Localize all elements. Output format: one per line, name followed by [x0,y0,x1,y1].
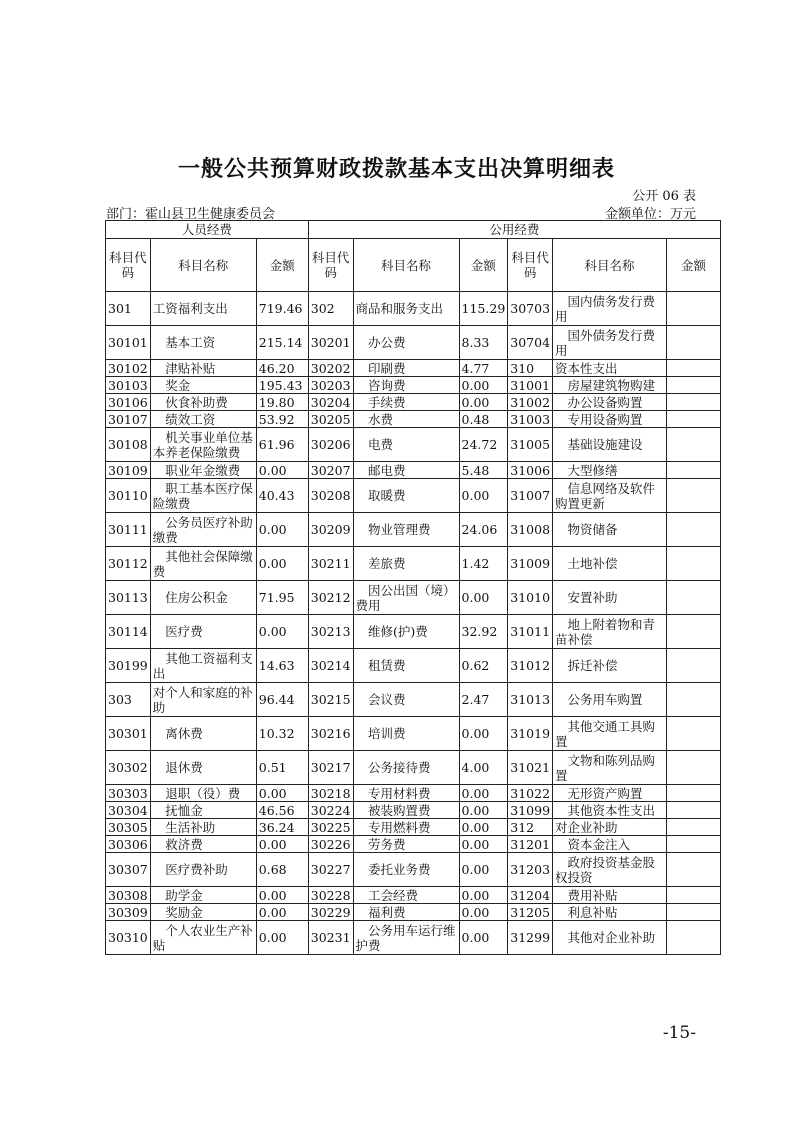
amount-unit-label: 金额单位：万元 [604,207,696,222]
amount: 0.00 [459,836,508,853]
amount: 0.00 [256,615,308,649]
subject-name: 基础设施建设 [553,428,667,462]
subject-name: 国内债务发行费用 [553,292,667,326]
subject-code: 30215 [308,683,353,717]
subject-code: 30217 [308,751,353,785]
subject-code: 302 [308,292,353,326]
expenditure-table [105,220,721,955]
table-row [106,615,721,649]
amount: 8.33 [459,326,508,360]
subject-name: 对企业补助 [553,819,667,836]
col-header-code: 科目代码 [508,239,553,292]
subject-code: 30199 [106,649,151,683]
subject-name: 绩效工资 [150,411,256,428]
subject-name: 公务用车运行维护费 [353,921,459,955]
subject-name: 职工基本医疗保险缴费 [150,479,256,513]
amount: 96.44 [256,683,308,717]
subject-code: 30103 [106,377,151,394]
amount: 4.77 [459,360,508,377]
subject-code: 30113 [106,581,151,615]
subject-name: 其他资本性支出 [553,802,667,819]
amount: 53.92 [256,411,308,428]
subject-code: 31008 [508,513,553,547]
subject-name: 被装购置费 [353,802,459,819]
subject-name: 公务员医疗补助缴费 [150,513,256,547]
subject-name: 资本金注入 [553,836,667,853]
subject-name: 伙食补助费 [150,394,256,411]
subject-code: 310 [508,360,553,377]
col-header-name: 科目名称 [353,239,459,292]
subject-name: 住房公积金 [150,581,256,615]
subject-name: 咨询费 [353,377,459,394]
amount: 4.00 [459,751,508,785]
subject-name: 离休费 [150,717,256,751]
amount [667,802,721,819]
table-row [106,411,721,428]
amount: 14.63 [256,649,308,683]
amount [667,428,721,462]
amount: 0.00 [256,462,308,479]
subject-name: 公务用车购置 [553,683,667,717]
subject-code: 30302 [106,751,151,785]
subject-name: 取暖费 [353,479,459,513]
subject-code: 30106 [106,394,151,411]
amount: 0.00 [459,802,508,819]
subject-code: 30703 [508,292,553,326]
amount [667,615,721,649]
col-header-name: 科目名称 [553,239,667,292]
subject-code: 31299 [508,921,553,955]
amount: 0.00 [459,887,508,904]
subject-name: 房屋建筑物购建 [553,377,667,394]
table-row [106,292,721,326]
amount: 0.00 [459,921,508,955]
amount: 0.00 [256,904,308,921]
amount: 115.29 [459,292,508,326]
page-number: -15- [662,1023,696,1043]
subject-name: 费用补贴 [553,887,667,904]
subject-code: 30216 [308,717,353,751]
subject-code: 30229 [308,904,353,921]
subject-name: 医疗费补助 [150,853,256,887]
subject-name: 其他交通工具购置 [553,717,667,751]
amount: 71.95 [256,581,308,615]
subject-code: 30114 [106,615,151,649]
table-row [106,377,721,394]
subject-name: 拆迁补偿 [553,649,667,683]
subject-code: 31019 [508,717,553,751]
subject-code: 30102 [106,360,151,377]
subject-name: 抚恤金 [150,802,256,819]
subject-name: 医疗费 [150,615,256,649]
amount [667,904,721,921]
subject-code: 30218 [308,785,353,802]
subject-code: 30201 [308,326,353,360]
amount: 24.06 [459,513,508,547]
subject-name: 个人农业生产补贴 [150,921,256,955]
subject-name: 助学金 [150,887,256,904]
table-body [106,292,721,955]
amount: 0.00 [459,581,508,615]
amount: 0.68 [256,853,308,887]
amount: 0.00 [256,785,308,802]
subject-name: 委托业务费 [353,853,459,887]
page-title: 一般公共预算财政拨款基本支出决算明细表 [177,157,615,182]
subject-code: 301 [106,292,151,326]
table-row [106,683,721,717]
amount [667,360,721,377]
amount [667,819,721,836]
amount [667,411,721,428]
table-row [106,462,721,479]
amount [667,377,721,394]
subject-name: 邮电费 [353,462,459,479]
subject-code: 31022 [508,785,553,802]
subject-name: 会议费 [353,683,459,717]
subject-name: 文物和陈列品购置 [553,751,667,785]
subject-code: 31001 [508,377,553,394]
amount: 61.96 [256,428,308,462]
amount: 0.00 [459,717,508,751]
subject-name: 培训费 [353,717,459,751]
subject-code: 30307 [106,853,151,887]
amount: 0.00 [256,836,308,853]
subject-name: 专用燃料费 [353,819,459,836]
subject-name: 奖励金 [150,904,256,921]
subject-code: 303 [106,683,151,717]
subject-code: 31010 [508,581,553,615]
amount [667,462,721,479]
subject-name: 救济费 [150,836,256,853]
amount [667,581,721,615]
table-row [106,360,721,377]
subject-code: 30213 [308,615,353,649]
amount: 46.56 [256,802,308,819]
amount: 24.72 [459,428,508,462]
subject-name: 手续费 [353,394,459,411]
table-row [106,717,721,751]
amount: 0.00 [459,904,508,921]
subject-code: 30108 [106,428,151,462]
table-row [106,326,721,360]
table-row [106,921,721,955]
subject-name: 工会经费 [353,887,459,904]
subject-code: 30204 [308,394,353,411]
amount: 2.47 [459,683,508,717]
amount: 719.46 [256,292,308,326]
subject-name: 政府投资基金股权投资 [553,853,667,887]
subject-code: 30205 [308,411,353,428]
subject-code: 30206 [308,428,353,462]
amount: 36.24 [256,819,308,836]
amount: 46.20 [256,360,308,377]
table-row [106,819,721,836]
subject-code: 30301 [106,717,151,751]
subject-name: 无形资产购置 [553,785,667,802]
table-row [106,836,721,853]
subject-code: 30308 [106,887,151,904]
amount: 32.92 [459,615,508,649]
amount [667,649,721,683]
subject-code: 31009 [508,547,553,581]
department-label: 部门：霍山县卫生健康委员会 [106,207,276,222]
amount [667,887,721,904]
column-header-row [106,239,721,292]
subject-name: 公务接待费 [353,751,459,785]
amount [667,547,721,581]
subject-name: 信息网络及软件购置更新 [553,479,667,513]
subject-name: 地上附着物和青苗补偿 [553,615,667,649]
amount [667,292,721,326]
subject-code: 30228 [308,887,353,904]
subject-code: 31007 [508,479,553,513]
col-header-name: 科目名称 [150,239,256,292]
subject-code: 31205 [508,904,553,921]
subject-name: 物资储备 [553,513,667,547]
subject-code: 30310 [106,921,151,955]
subject-code: 31201 [508,836,553,853]
subject-code: 30112 [106,547,151,581]
subject-name: 差旅费 [353,547,459,581]
table-row [106,513,721,547]
amount [667,394,721,411]
amount: 0.00 [459,377,508,394]
subject-code: 30231 [308,921,353,955]
table-row [106,904,721,921]
subject-name: 土地补偿 [553,547,667,581]
subject-code: 31002 [508,394,553,411]
subject-name: 印刷费 [353,360,459,377]
amount: 0.00 [256,513,308,547]
subject-code: 30227 [308,853,353,887]
amount [667,921,721,955]
amount [667,853,721,887]
table-row [106,581,721,615]
table-row [106,785,721,802]
subject-code: 30208 [308,479,353,513]
subject-name: 商品和服务支出 [353,292,459,326]
table-row [106,428,721,462]
form-number: 公开 06 表 [632,189,696,204]
subject-code: 30212 [308,581,353,615]
subject-name: 退休费 [150,751,256,785]
table-row [106,547,721,581]
subject-name: 其他对企业补助 [553,921,667,955]
subject-code: 31006 [508,462,553,479]
table-row [106,479,721,513]
table-row [106,853,721,887]
amount: 1.42 [459,547,508,581]
amount [667,836,721,853]
subject-code: 31011 [508,615,553,649]
subject-code: 30303 [106,785,151,802]
amount: 10.32 [256,717,308,751]
amount: 0.48 [459,411,508,428]
amount [667,751,721,785]
subject-name: 租赁费 [353,649,459,683]
subject-code: 30306 [106,836,151,853]
subject-name: 福利费 [353,904,459,921]
col-header-amount: 金额 [667,239,721,292]
subject-name: 劳务费 [353,836,459,853]
public-group-header: 公用经费 [308,221,720,239]
subject-code: 30107 [106,411,151,428]
subject-name: 专用材料费 [353,785,459,802]
amount: 215.14 [256,326,308,360]
subject-code: 31099 [508,802,553,819]
subject-name: 其他社会保障缴费 [150,547,256,581]
subject-name: 对个人和家庭的补助 [150,683,256,717]
subject-name: 生活补助 [150,819,256,836]
amount: 0.00 [256,921,308,955]
col-header-code: 科目代码 [106,239,151,292]
subject-code: 30224 [308,802,353,819]
subject-name: 专用设备购置 [553,411,667,428]
subject-name: 电费 [353,428,459,462]
amount: 0.00 [256,887,308,904]
amount: 40.43 [256,479,308,513]
amount [667,785,721,802]
subject-name: 国外债务发行费用 [553,326,667,360]
amount [667,683,721,717]
amount: 0.00 [459,479,508,513]
subject-code: 30225 [308,819,353,836]
table-row [106,751,721,785]
subject-name: 大型修缮 [553,462,667,479]
amount: 0.00 [459,819,508,836]
subject-code: 30203 [308,377,353,394]
subject-code: 30109 [106,462,151,479]
subject-name: 利息补贴 [553,904,667,921]
table-row [106,887,721,904]
amount [667,479,721,513]
amount: 195.43 [256,377,308,394]
subject-code: 30110 [106,479,151,513]
amount: 0.51 [256,751,308,785]
subject-name: 水费 [353,411,459,428]
subject-code: 30214 [308,649,353,683]
subject-code: 31203 [508,853,553,887]
subject-name: 资本性支出 [553,360,667,377]
subject-code: 30226 [308,836,353,853]
amount: 0.00 [459,785,508,802]
subject-name: 工资福利支出 [150,292,256,326]
amount [667,513,721,547]
subject-code: 30111 [106,513,151,547]
amount: 0.00 [256,547,308,581]
subject-name: 退职（役）费 [150,785,256,802]
amount [667,717,721,751]
subject-name: 基本工资 [150,326,256,360]
amount: 19.80 [256,394,308,411]
subject-name: 办公费 [353,326,459,360]
amount: 0.00 [459,394,508,411]
subject-name: 因公出国（境）费用 [353,581,459,615]
subject-name: 维修(护)费 [353,615,459,649]
subject-name: 津贴补贴 [150,360,256,377]
subject-code: 30209 [308,513,353,547]
subject-code: 31005 [508,428,553,462]
col-header-amount: 金额 [459,239,508,292]
amount: 5.48 [459,462,508,479]
amount: 0.00 [459,853,508,887]
personnel-group-header: 人员经费 [106,221,309,239]
col-header-code: 科目代码 [308,239,353,292]
subject-code: 312 [508,819,553,836]
table-row [106,802,721,819]
subject-code: 30704 [508,326,553,360]
subject-name: 其他工资福利支出 [150,649,256,683]
subject-name: 办公设备购置 [553,394,667,411]
subject-code: 30207 [308,462,353,479]
subject-name: 安置补助 [553,581,667,615]
subject-code: 30305 [106,819,151,836]
subject-code: 30309 [106,904,151,921]
subject-code: 31013 [508,683,553,717]
table-row [106,394,721,411]
subject-code: 30304 [106,802,151,819]
subject-name: 职业年金缴费 [150,462,256,479]
col-header-amount: 金额 [256,239,308,292]
table-row [106,649,721,683]
amount: 0.62 [459,649,508,683]
group-header-row [106,221,721,239]
subject-code: 31021 [508,751,553,785]
subject-code: 31012 [508,649,553,683]
subject-name: 机关事业单位基本养老保险缴费 [150,428,256,462]
subject-name: 物业管理费 [353,513,459,547]
subject-name: 奖金 [150,377,256,394]
subject-code: 30202 [308,360,353,377]
subject-code: 31204 [508,887,553,904]
subject-code: 30101 [106,326,151,360]
subject-code: 31003 [508,411,553,428]
subject-code: 30211 [308,547,353,581]
amount [667,326,721,360]
